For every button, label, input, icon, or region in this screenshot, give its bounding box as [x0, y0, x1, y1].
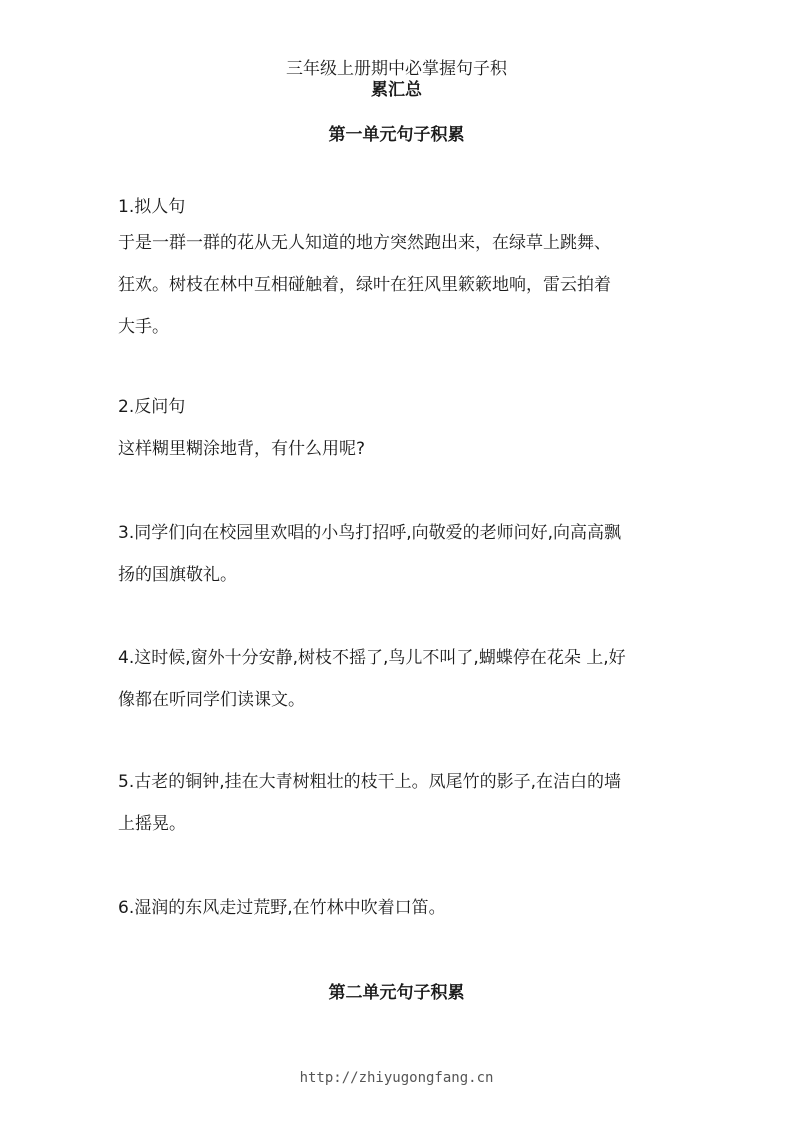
document-title-line-2: 累汇总: [371, 80, 422, 100]
unit-1-heading: 第一单元句子积累: [328, 125, 465, 145]
item-1-line-2: 狂欢。树枝在林中互相碰触着，绿叶在狂风里簌簌地响，雷云拍着: [118, 275, 611, 295]
item-2-label: 2.反问句: [118, 397, 186, 417]
item-5-line-1: 5.古老的铜钟,挂在大青树粗壮的枝干上。凤尾竹的影子,在洁白的墙: [118, 772, 622, 792]
item-6-line-1: 6.湿润的东风走过荒野,在竹林中吹着口笛。: [118, 898, 446, 918]
document-title-line-1: 三年级上册期中必掌握句子积: [286, 59, 507, 79]
item-2-line-1: 这样糊里糊涂地背，有什么用呢?: [118, 439, 366, 459]
item-1-line-3: 大手。: [118, 317, 169, 337]
footer-url[interactable]: http://zhiyugongfang.cn: [299, 1070, 494, 1086]
item-3-line-1: 3.同学们向在校园里欢唱的小鸟打招呼,向敬爱的老师问好,向高高飘: [118, 523, 622, 543]
item-4-line-1: 4.这时候,窗外十分安静,树枝不摇了,鸟儿不叫了,蝴蝶停在花朵 上,好: [118, 648, 626, 668]
item-1-label: 1.拟人句: [118, 197, 186, 217]
item-4-line-2: 像都在听同学们读课文。: [118, 690, 305, 710]
item-1-line-1: 于是一群一群的花从无人知道的地方突然跑出来，在绿草上跳舞、: [118, 233, 611, 253]
item-3-line-2: 扬的国旗敬礼。: [118, 565, 237, 585]
item-5-line-2: 上摇晃。: [118, 814, 186, 834]
unit-2-heading: 第二单元句子积累: [328, 983, 465, 1003]
